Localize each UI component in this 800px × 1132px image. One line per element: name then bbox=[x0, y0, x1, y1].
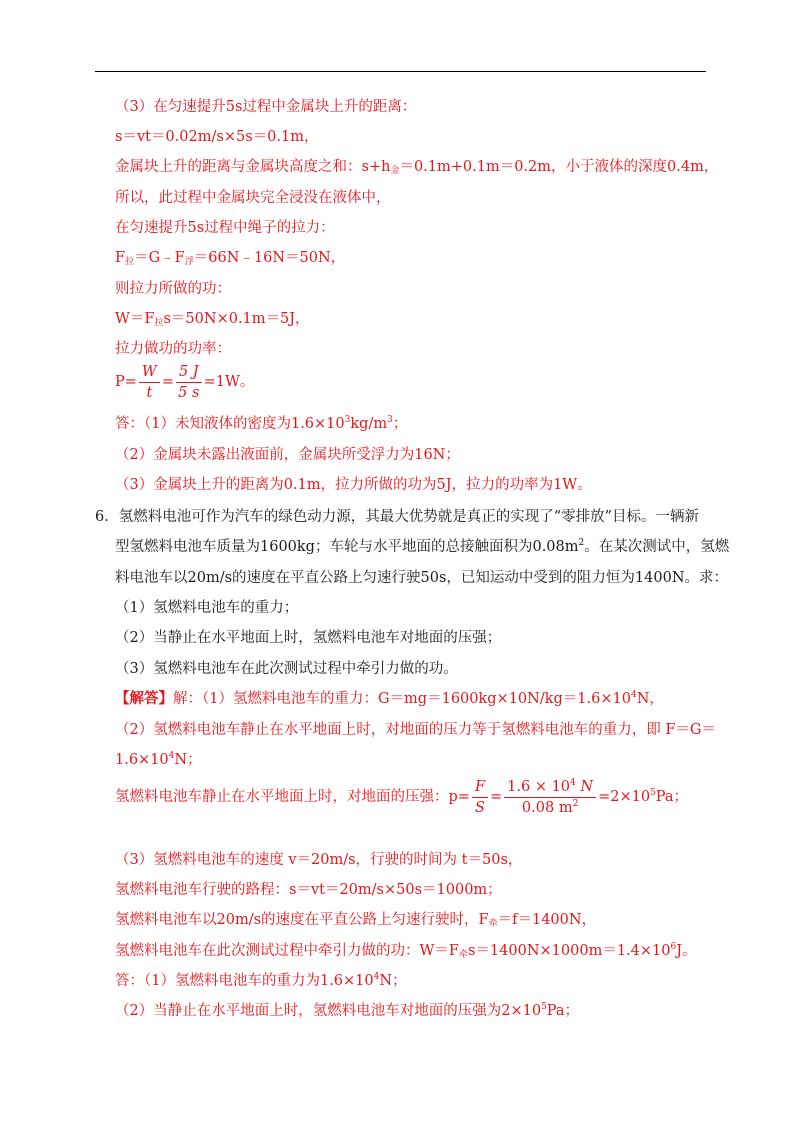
answer-line: （2）当静止在水平地面上时，氢燃料电池车对地面的压强为$2\times 10^5Pa$； bbox=[115, 1002, 580, 1019]
question-line: 料电池车以20m/s的速度在平直公路上匀速行驶50s，已知运动中受到的阻力恒为1400N。求： bbox=[115, 570, 729, 586]
solution-line: $F_拉=G﹣F_浮=66N﹣16N=50N$， bbox=[115, 250, 346, 267]
fraction: $\frac{5 J}{5 s}$ bbox=[176, 362, 202, 403]
answer-line: （3）金属块上升的距离为0.1m，拉力所做的功为5J，拉力的功率为1W。 bbox=[115, 477, 592, 493]
solution-line: 所以，此过程中金属块完全浸没在液体中， bbox=[115, 190, 391, 206]
pressure-formula: 氢燃料电池车静止在水平地面上时，对地面的压强：p= $\frac{F}{S}$ = $\frac{1.6 \times 10^4 N}{0.08 m^2}$ $=2\times 10^5Pa$； bbox=[115, 777, 689, 816]
solution-line: 氢燃料电池车在此次测试过程中牵引力做的功：$W=F_牵s=1400N\times 1000m=1.4\times 10^6J$。 bbox=[115, 942, 697, 960]
solution-line: s＝vt＝0.02m/s×5s＝0.1m， bbox=[115, 129, 319, 145]
question-line: （1）氢燃料电池车的重力； bbox=[115, 600, 299, 616]
solution-line: $W=F_拉s=50N\times 0.1m=5J$， bbox=[115, 311, 310, 328]
solution-line: 氢燃料电池车以20m/s的速度在平直公路上匀速行驶时，$F_牵=f=1400N$， bbox=[115, 912, 597, 929]
power-formula: P= $\frac{W}{t}$ = $\frac{5 J}{5 s}$ =1W。 bbox=[115, 363, 255, 401]
solution-line: （3）在匀速提升5s过程中金属块上升的距离： bbox=[115, 99, 417, 115]
solution-line: （3）氢燃料电池车的速度 v＝20m/s，行驶的时间为 t＝50s， bbox=[115, 852, 523, 868]
fraction: $\frac{W}{t}$ bbox=[139, 362, 160, 403]
solution-line: $1.6\times 10^4N$； bbox=[115, 751, 202, 768]
fraction: $\frac{F}{S}$ bbox=[472, 777, 488, 818]
solution-line: 【解答】解：（1）氢燃料电池车的重力：$G=mg=1600kg\times 10N/kg=1.6\times 10^4N$， bbox=[115, 690, 664, 707]
header-rule bbox=[95, 71, 706, 72]
solution-line: 氢燃料电池车行驶的路程：s＝vt＝20m/s×50s＝1000m； bbox=[115, 882, 502, 898]
solution-line: 则拉力所做的功： bbox=[115, 281, 231, 297]
solution-line: 拉力做功的功率： bbox=[115, 341, 231, 357]
solution-line: 金属块上升的距离与金属块高度之和：$s+h_金=0.1m+0.1m=0.2m$，小于液体的深度0.4m， bbox=[115, 159, 719, 176]
answer-line: 答：（1）氢燃料电池车的重力为$1.6\times 10^4N$； bbox=[115, 972, 407, 989]
fraction: $\frac{1.6 \times 10^4 N}{0.08 m^2}$ bbox=[504, 777, 596, 818]
answer-line: 答：（1）未知液体的密度为$1.6\times 10^3kg/m^3$； bbox=[115, 415, 408, 432]
solution-line: （2）氢燃料电池车静止在水平地面上时，对地面的压力等于氢燃料电池车的重力，即 F＝G＝ bbox=[115, 722, 716, 738]
question-line: （2）当静止在水平地面上时，氢燃料电池车对地面的压强； bbox=[115, 630, 502, 646]
question-line: （3）氢燃料电池车在此次测试过程中牵引力做的功。 bbox=[115, 661, 458, 677]
answer-tag: 【解答】 bbox=[115, 690, 173, 707]
answer-line: （2）金属块未露出液面前，金属块所受浮力为16N； bbox=[115, 447, 460, 463]
question-line: 型氢燃料电池车质量为1600kg；车轮与水平地面的总接触面积为$0.08m^2$。在某次测试中，氢燃 bbox=[115, 538, 730, 555]
solution-line: 在匀速提升5s过程中绳子的拉力： bbox=[115, 220, 335, 236]
question-line: 6．氢燃料电池可作为汽车的绿色动力源，其最大优势就是真正的实现了“零排放”目标。一辆新 bbox=[95, 509, 700, 525]
